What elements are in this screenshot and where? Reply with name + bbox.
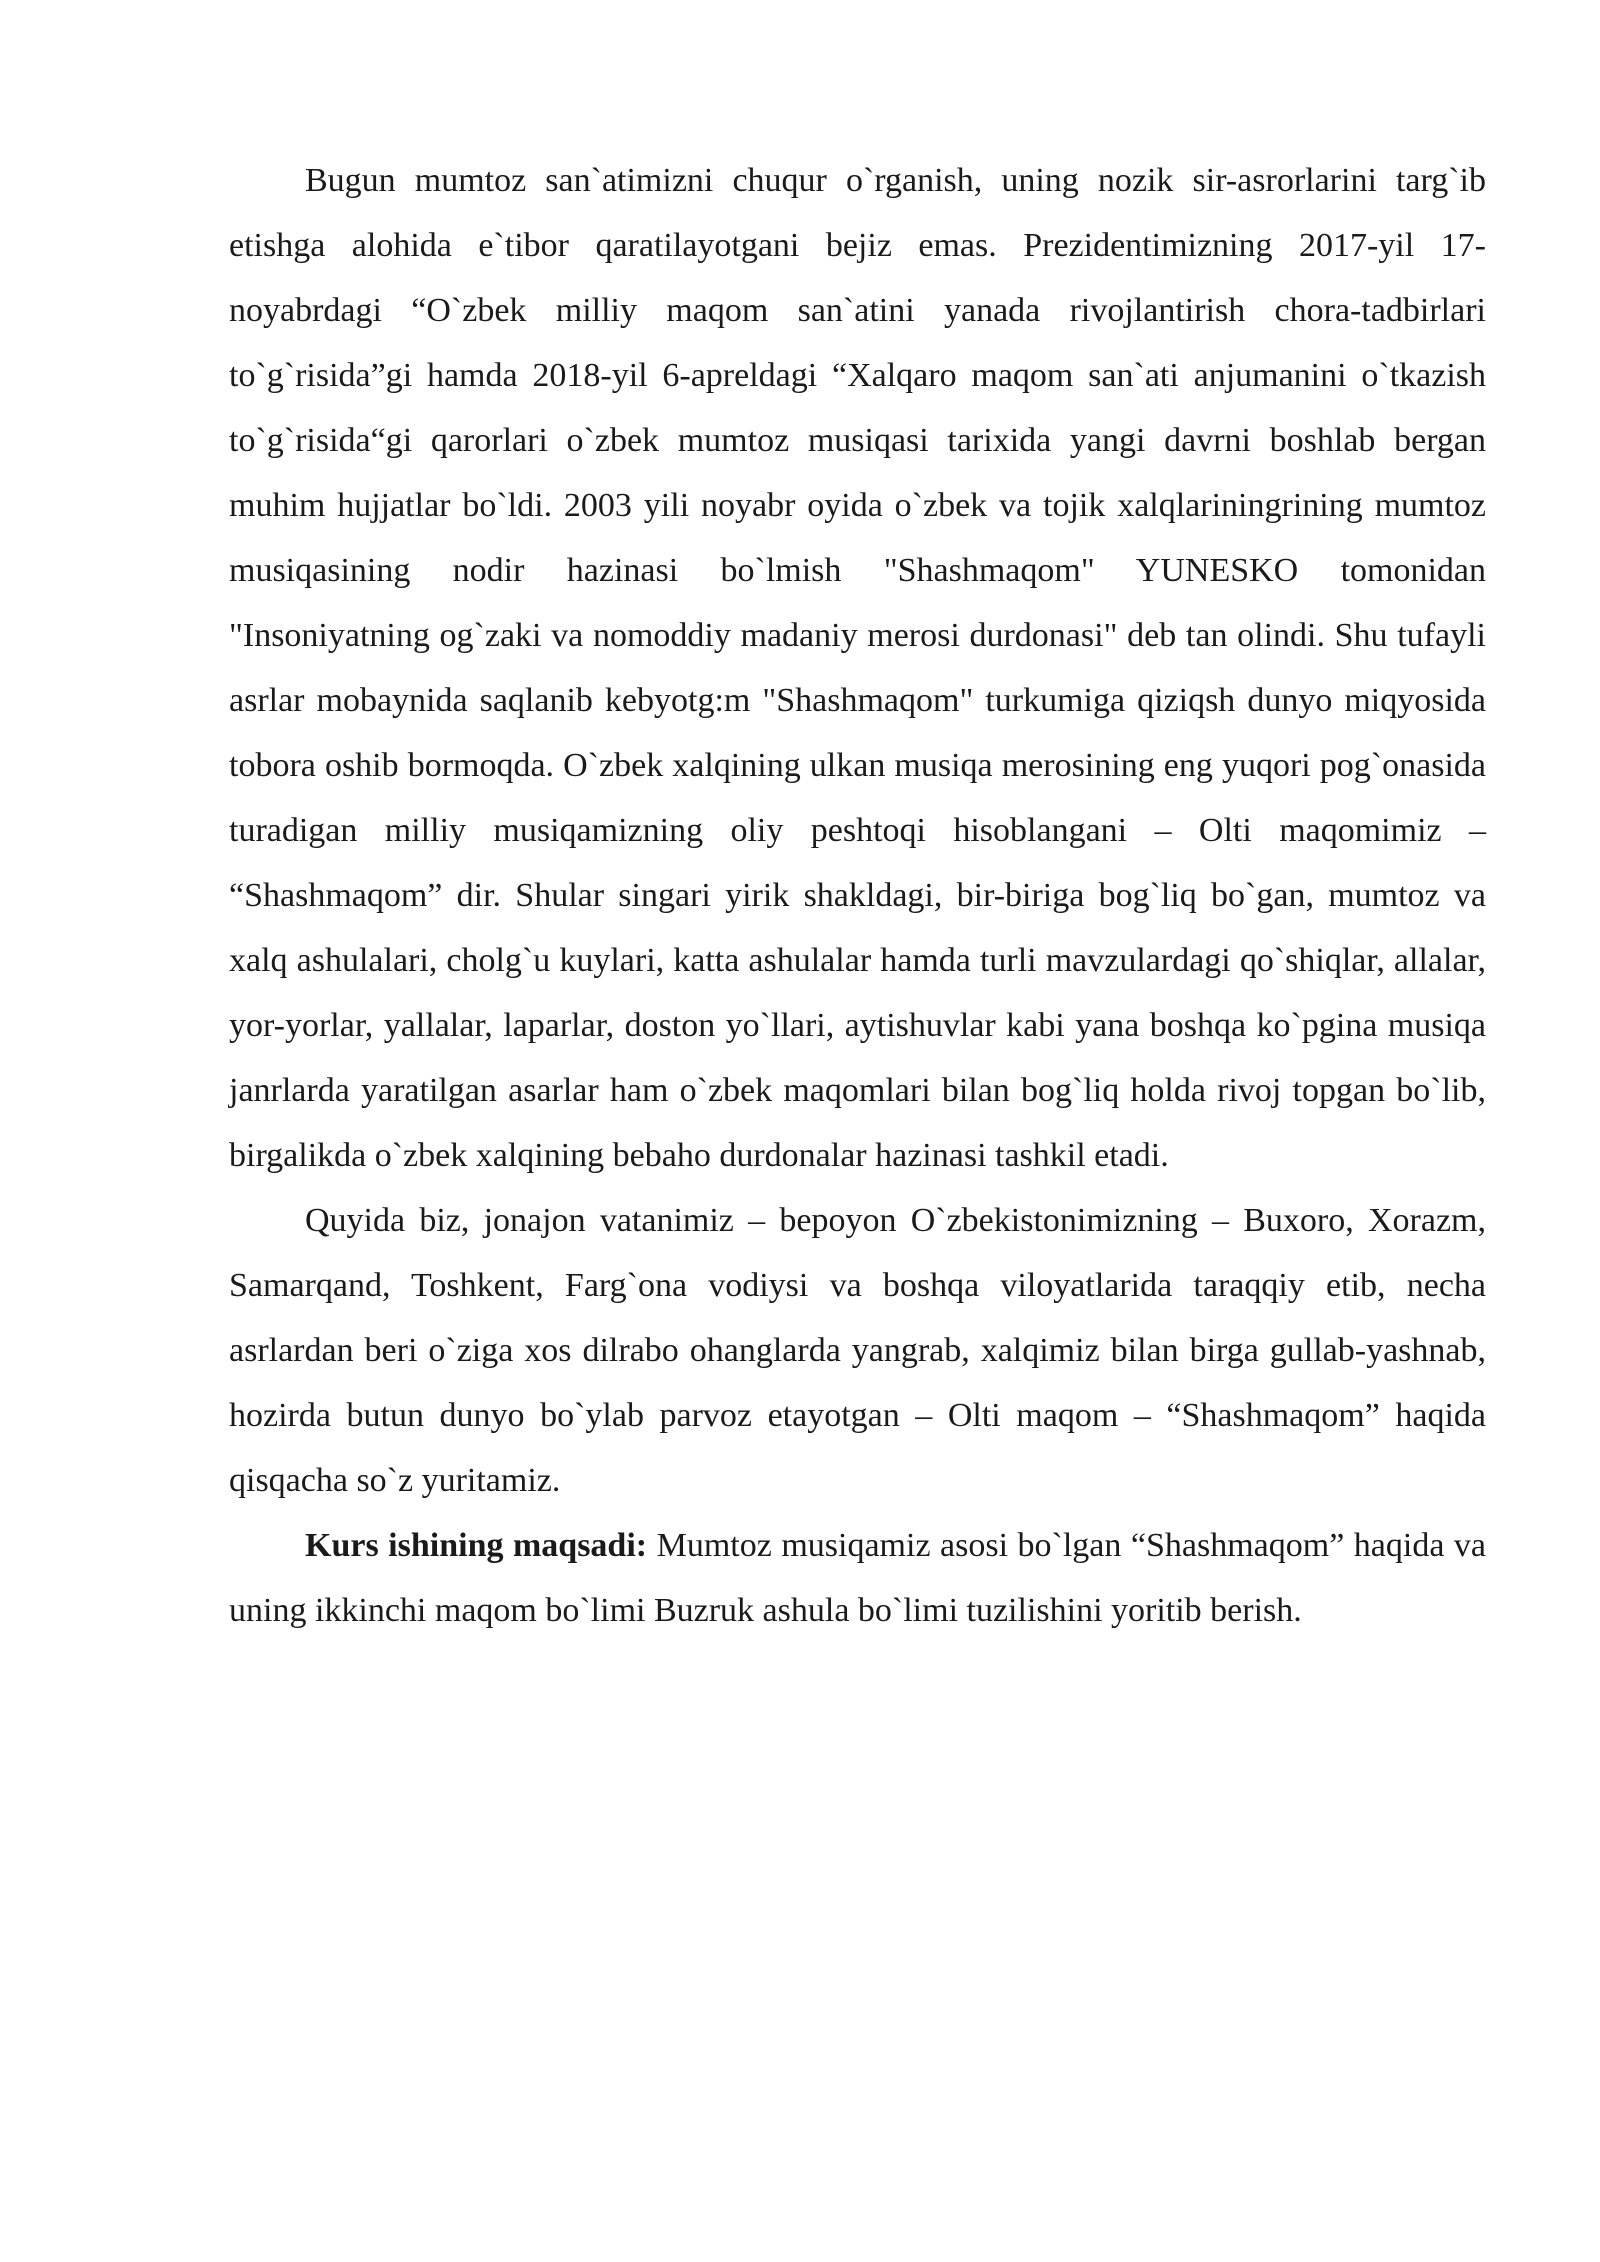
paragraph-intro [229,148,1486,1188]
paragraph-goal [229,1513,1486,1643]
paragraph-goal-text: Mumtoz musiqamiz asosi bo`lgan “Shashmaqom” haqida va uning ikkinchi maqom bo`limi Buzruk ashula bo`limi tuzilishini yoritib berish. [229,1527,1487,1629]
paragraph-overview [229,1188,1486,1513]
paragraph-overview-text: Quyida biz, jonajon vatanimiz – bepoyon O`zbekistonimizning – Buxoro, Xorazm, Samarqand, Toshkent, Farg`ona vodiysi va boshqa viloyatlarida taraqqiy etib, necha asrlardan beri o`ziga xos dilrabo ohanglarda yangrab, xalqimiz bilan birga gullab-yashnab, hozirda butun dunyo bo`ylab parvoz etayotgan – Olti maqom – “Shashmaqom” haqida qisqacha so`z yuritamiz. [229,1202,1486,1499]
document-body [229,148,1486,1643]
paragraph-intro-text: Bugun mumtoz san`atimizni chuqur o`rganish, uning nozik sir-asrorlarini targ`ib etishga alohida e`tibor qaratilayotgani bejiz emas. Prezidentimizning 2017-yil 17-noyabrdagi “O`zbek milliy maqom san`atini yanada rivojlantirish chora-tadbirlari to`g`risida”gi hamda 2018-yil 6-apreldagi “Xalqaro maqom san`ati anjumanini o`tkazish to`g`risida“gi qarorlari o`zbek mumtoz musiqasi tarixida yangi davrni boshlab bergan muhim hujjatlar bo`ldi. 2003 yili noyabr oyida o`zbek va tojik xalqlariningrining mumtoz musiqasining nodir hazinasi bo`lmish "Shashmaqom" YUNESKO tomonidan "Insoniyatning og`zaki va nomoddiy madaniy merosi durdonasi" deb tan olindi. Shu tufayli asrlar mobaynida saqlanib kebyotg:m "Shashmaqom" turkumiga qiziqsh dunyo miqyosida tobora oshib bormoqda. O`zbek xalqining ulkan musiqa merosining eng yuqori pog`onasida turadigan milliy musiqamizning oliy peshtoqi hisoblangani – Olti maqomimiz – “Shashmaqom” dir. Shular singari yirik shakldagi, bir-biriga bog`liq bo`gan, mumtoz va xalq ashulalari, cholg`u kuylari, katta ashulalar hamda turli mavzulardagi qo`shiqlar, allalar, yor-yorlar, yallalar, laparlar, doston yo`llari, aytishuvlar kabi yana boshqa ko`pgina musiqa janrlarda yaratilgan asarlar ham o`zbek maqomlari bilan bog`liq holda rivoj topgan bo`lib, birgalikda o`zbek xalqining bebaho durdonalar hazinasi tashkil etadi. [229,162,1486,1174]
goal-heading: Kurs ishining maqsadi: [305,1527,648,1564]
